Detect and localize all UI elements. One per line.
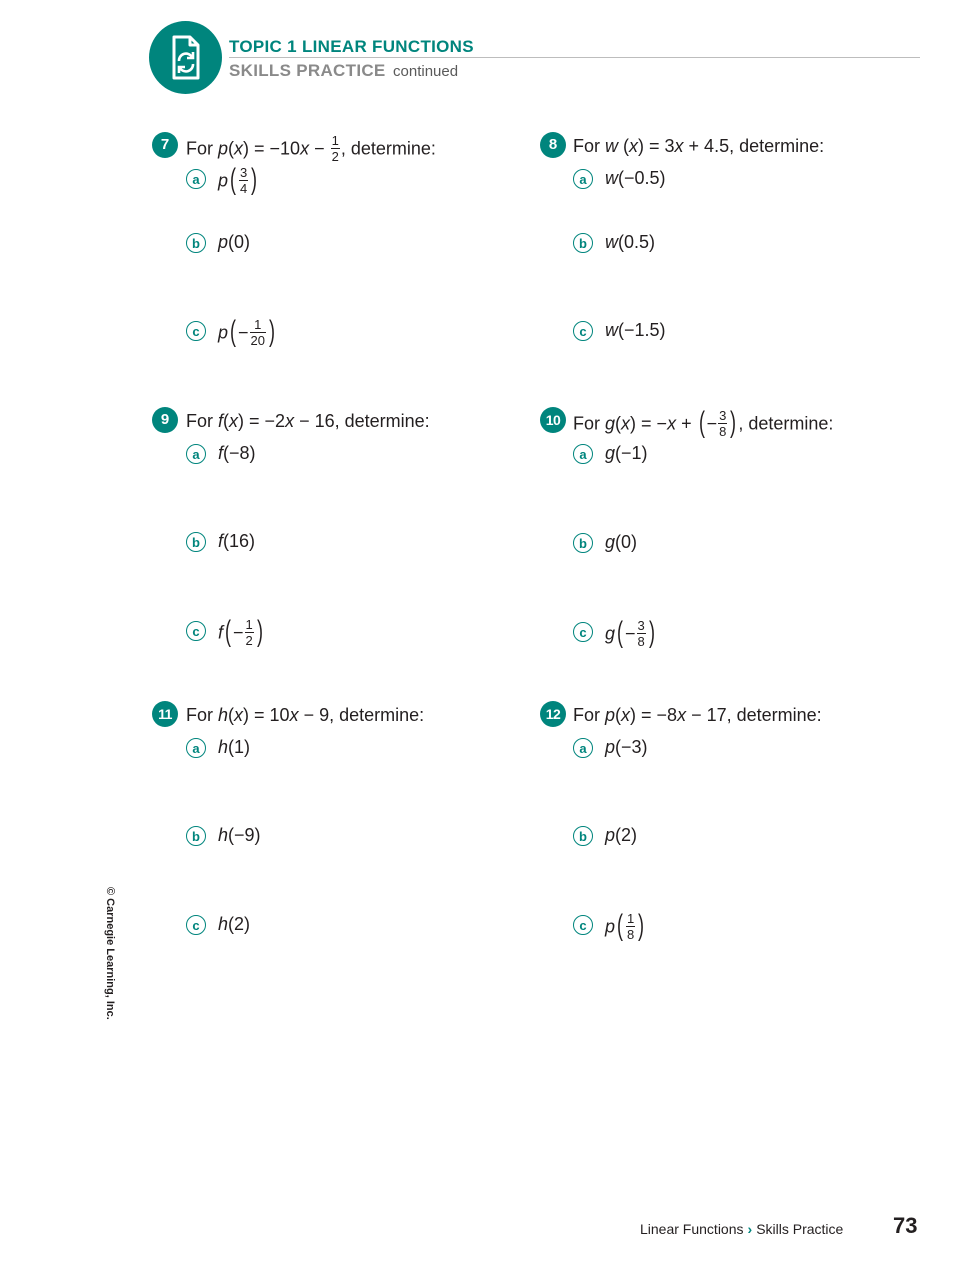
part-expression: p( − $\frac{1}{20}$ ) [218,314,275,348]
problem-stem: For w (x) = 3x + 4.5, determine: [573,136,825,156]
part-label: a [186,169,206,189]
part-label: c [573,321,593,341]
part-expression: w(−0.5) [605,168,666,188]
part-expression: p(2) [605,825,638,845]
copyright-notice: © Carnegie Learning, Inc. [104,887,116,1020]
part-expression: f(−8) [218,443,256,463]
part-expression: p(0) [218,232,251,252]
problem-number: 7 [152,132,178,158]
page-number: 73 [893,1213,918,1238]
part-expression: h(−9) [218,825,261,845]
part-expression: w(0.5) [605,232,656,252]
problem-number: 8 [540,132,566,158]
part-label: c [573,915,593,935]
chevron-right-icon: › [747,1221,753,1237]
skills-title: SKILLS PRACTICE [229,61,386,80]
part-expression: p(−3) [605,737,648,757]
part-expression: h(2) [218,914,251,934]
part-label: a [573,169,593,189]
part-expression: f( − $\frac{1}{2}$ ) [218,614,263,648]
topic-badge [149,21,222,94]
problem-number: 12 [540,701,566,727]
part-expression: f(16) [218,531,256,551]
part-expression: w(−1.5) [605,320,666,340]
topic-title: TOPIC 1 LINEAR FUNCTIONS [229,37,474,56]
problem-stem: For f(x) = −2x − 16, determine: [186,411,430,431]
part-label: c [573,622,593,642]
part-expression: p( $\frac{3}{4}$ ) [218,162,258,196]
breadcrumb-section: Skills Practice [756,1221,844,1237]
part-label: c [186,915,206,935]
problem-stem: For h(x) = 10x − 9, determine: [186,705,425,725]
problem-number: 11 [152,701,178,727]
part-expression: g(0) [605,532,638,552]
part-label: b [573,233,593,253]
problem-stem: For g(x) = −x + ( − $\frac{3}{8}$ ) , determine: [573,405,834,439]
problem-number: 9 [152,407,178,433]
skills-continued: continued [393,63,459,80]
header-divider [229,57,920,58]
footer-breadcrumb [640,1221,843,1237]
part-label: b [186,532,206,552]
part-label: a [573,738,593,758]
part-label: a [186,444,206,464]
section-subtitle [229,61,458,81]
part-label: b [186,826,206,846]
part-label: a [573,444,593,464]
part-expression: g(−1) [605,443,648,463]
refresh-document-icon [149,21,222,94]
part-label: b [573,533,593,553]
problem-stem: For p(x) = −10x − $\frac{1}{2}$ , determine: [186,133,436,164]
part-label: c [186,321,206,341]
breadcrumb-chapter: Linear Functions [640,1221,744,1237]
part-expression: h(1) [218,737,251,757]
part-expression: g( − $\frac{3}{8}$ ) [605,615,655,649]
problem-number: 10 [540,407,566,433]
part-label: c [186,621,206,641]
part-label: b [573,826,593,846]
problem-stem: For p(x) = −8x − 17, determine: [573,705,822,725]
part-label: b [186,233,206,253]
part-label: a [186,738,206,758]
part-expression: p( $\frac{1}{8}$ ) [605,908,645,942]
